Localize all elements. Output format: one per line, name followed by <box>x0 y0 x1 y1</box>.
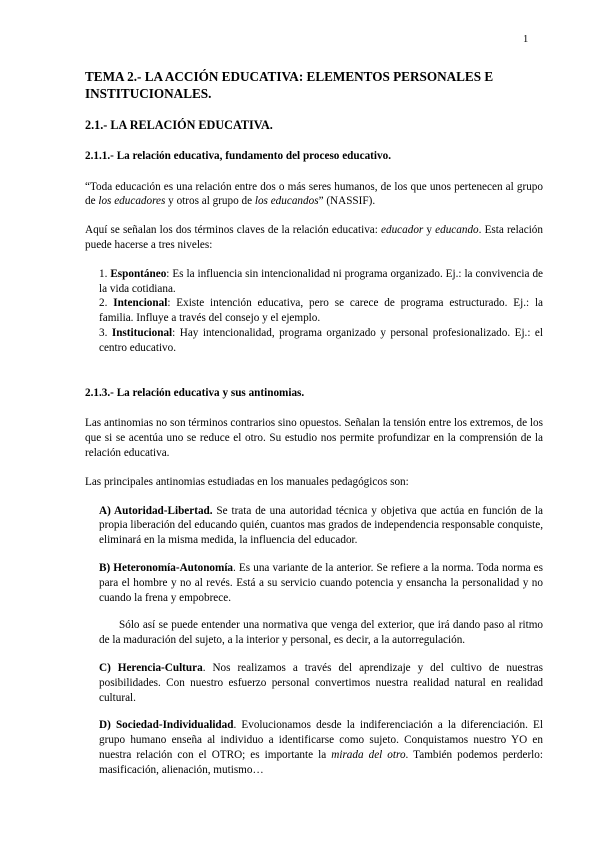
quote-text: ” (NASSIF). <box>318 195 376 208</box>
level-term: Espontáneo <box>110 267 167 280</box>
antinomia-a <box>99 504 543 548</box>
antinomia-text: . También podemos perderlo: masificación, alienación, mutismo… <box>99 748 543 776</box>
antinomia-c <box>99 661 543 705</box>
antinomia-d <box>99 718 543 777</box>
level-item <box>99 296 543 326</box>
term-educando: educando <box>435 224 479 237</box>
nassif-quote <box>85 180 543 210</box>
antinomia-term: D) Sociedad-Individualidad <box>99 719 234 732</box>
level-number: 1. <box>99 267 108 280</box>
level-item <box>99 326 543 356</box>
antinomia-term: C) Herencia-Cultura <box>99 661 203 674</box>
antinomia-term: B) Heteronomía-Autonomía <box>99 561 234 574</box>
level-number: 2. <box>99 297 108 310</box>
term-educador: educador <box>381 224 424 237</box>
subsection-heading-2-1-1: 2.1.1.- La relación educativa, fundamento del proceso educativo. <box>85 149 391 162</box>
document-title: TEMA 2.- LA ACCIÓN EDUCATIVA: ELEMENTOS PERSONALES E INSTITUCIONALES. <box>85 69 494 101</box>
level-number: 3. <box>99 326 108 339</box>
antinomia-text: . Evolucionamos desde la indiferenciación a la diferenciación. El grupo humano enseña al individuo a identificarse como sujeto. Conquistamos nuestro YO en nuestra relación con el OTRO; es importante la <box>99 719 543 761</box>
level-item <box>99 267 543 297</box>
level-text: : Es la influencia sin intencionalidad ni programa organizado. Ej.: la convivencia de la vida cotidiana. <box>99 267 543 295</box>
quote-italic-educadores: los educadores <box>98 195 166 208</box>
antinomia-text: Se trata de una autoridad técnica y objetiva que actúa en función de la propia liberación del educando quién, cuantos mas grados de independencia responsable conquiste, eliminará en la misma medida, la influencia del educador. <box>99 504 543 547</box>
antinomia-b <box>99 561 543 605</box>
level-text: : Hay intencionalidad, programa organizado y personal profesionalizado. Ej.: el centro educativo. <box>99 326 543 354</box>
antinomia-text: . Nos realizamos a través del aprendizaje y del cultivo de nuestras posibilidades. Con nuestro esfuerzo personal convertimos nuestra realidad natural en realidad cultural. <box>99 661 543 704</box>
paragraph-text: y <box>423 224 436 237</box>
section-heading-2-1: 2.1.- LA RELACIÓN EDUCATIVA. <box>85 118 273 132</box>
antinomias-intro: Las antinomias no son términos contrarios sino opuestos. Señalan la tensión entre los extremos, de los que si se acentúa uno se reduce el otro. Su estudio nos permite profundizar en la comprensión de la relación educativa. <box>85 417 543 459</box>
quote-italic-educandos: los educandos <box>254 195 319 208</box>
paragraph-text: . Esta relación puede hacerse a tres niveles: <box>85 224 543 251</box>
antinomia-italic: mirada del otro <box>331 748 406 761</box>
page-number: 1 <box>523 34 529 45</box>
paragraph-text: Aquí se señalan los dos términos claves de la relación educativa: <box>85 224 382 237</box>
quote-text: y otros al grupo de <box>165 195 255 208</box>
terms-paragraph <box>85 223 543 253</box>
levels-list <box>85 267 543 356</box>
antinomia-b-extra: Sólo así se puede entender una normativa que venga del exterior, que irá dando paso al ritmo de la maduración del sujeto, a la interior y personal, es decir, a la autorregulación. <box>99 619 543 647</box>
level-term: Institucional <box>111 326 173 339</box>
level-term: Intencional <box>113 297 168 310</box>
level-text: : Existe intención educativa, pero se carece de programa estructurado. Ej.: la familia. Influye a través del consejo y el ejemplo. <box>99 297 544 325</box>
document-body <box>85 68 543 791</box>
quote-text: “Toda educación es una relación entre dos o más seres humanos, de los que unos pertenecen al grupo de <box>85 180 543 208</box>
subsection-heading-2-1-3: 2.1.3.- La relación educativa y sus antinomias. <box>85 386 305 399</box>
antinomia-text: . Es una variante de la anterior. Se refiere a la norma. Toda norma es para el hombre y no al revés. Está a su servicio cuando potencia y ensancha la personalidad y no cuando la frena y empobrece. <box>99 561 543 604</box>
antinomias-list-intro: Las principales antinomias estudiadas en los manuales pedagógicos son: <box>85 475 409 488</box>
antinomia-term: A) Autoridad-Libertad. <box>99 504 213 517</box>
